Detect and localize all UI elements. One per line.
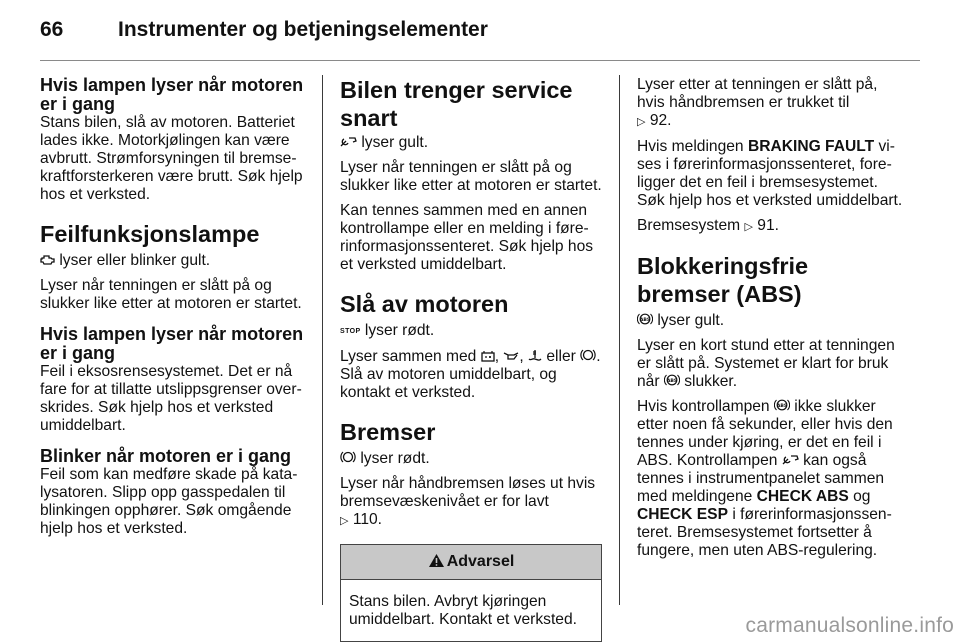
paragraph: Hvis kontrollampen ABS ikke slukker etter noen få sekunder, eller hvis den tennes under kjøring, er det en feil i ABS. Kontrollampen kan også tennes i instrumentpanelet sammen med meldingene CHECK ABS og CHECK ESP i førerinformasjonssenteret. Bremsesystemet fortsetter å fungere, men uten ABS-regulering. <box>637 398 893 559</box>
section-title-brakes: Bremser <box>340 419 436 445</box>
warning-box <box>340 544 602 642</box>
page-reference-link[interactable]: 92. <box>649 112 672 129</box>
message-text: BRAKING FAULT <box>747 138 875 155</box>
sub-heading: Blinker når motoren er i gang <box>40 446 292 466</box>
paragraph: Feil i eksosrensesystemet. Det er nå fare for at tillatte utslippsgrenser overskrides. Søk hjelp hos et verksted umiddelbart. <box>40 363 302 434</box>
paragraph: ABS lyser gult. <box>637 312 905 330</box>
paragraph: Lyser når tenningen er slått på og slukker like etter at motoren er startet. <box>340 159 602 194</box>
paragraph: lyser gult. <box>340 134 602 152</box>
section-title-stop-engine: Slå av motoren <box>340 291 509 317</box>
paragraph: lyser eller blinker gult. <box>40 252 305 270</box>
section-heading: Hvis lampen lyser når motoren er i gang <box>40 75 304 114</box>
page-reference-link[interactable]: 110. <box>352 511 383 528</box>
column-divider <box>322 75 323 605</box>
page-reference-arrow-icon: ▷ <box>637 115 646 128</box>
page-reference-link[interactable]: 91. <box>757 217 779 234</box>
paragraph: Kan tennes sammen med en annen kontrollampe eller en melding i førerinformasjonssenteret. Søk hjelp hos et verksted umiddelbart. <box>340 202 594 273</box>
paragraph: Stans bilen, slå av motoren. Batteriet lades ikke. Motorkjølingen kan være avbrutt. Strømforsyningen til bremsekraftforsterkeren være brutt. Søk hjelp hos et verksted. <box>40 114 303 203</box>
paragraph: Lyser når håndbremsen løses ut hvis bremsevæskenivået er for lavt ▷ 110. <box>340 475 596 528</box>
column-divider <box>619 75 620 605</box>
svg-text:ABS: ABS <box>666 378 678 384</box>
watermark: carmanualsonline.info <box>745 614 954 637</box>
sub-heading: Hvis lampen lyser når motoren er i gang <box>40 324 304 363</box>
brake-warning-icon <box>580 348 596 366</box>
brake-warning-icon <box>340 450 356 468</box>
service-wrench-icon <box>340 136 357 152</box>
paragraph: Bremsesystem ▷ 91. <box>637 217 779 234</box>
service-wrench-icon <box>782 454 799 470</box>
column-3 <box>637 76 905 560</box>
paragraph: Lyser når tenningen er slått på og slukker like etter at motoren er startet. <box>40 277 302 312</box>
stop-icon: STOP <box>340 328 361 335</box>
abs-icon <box>664 373 680 391</box>
battery-icon <box>481 350 495 366</box>
page-number: 66 <box>40 18 64 41</box>
paragraph: Lyser etter at tenningen er slått på, hvis håndbremsen er trukket til ▷ 92. <box>637 76 878 129</box>
abs-icon <box>774 398 790 416</box>
warning-header <box>341 545 601 580</box>
paragraph: Lyser sammen med , , eller . Slå av motoren umiddelbart, og kontakt et verksted. <box>340 348 601 401</box>
warning-text: Stans bilen. Avbryt kjøringen umiddelbart. Kontakt et verksted. <box>349 593 577 628</box>
paragraph: Feil som kan medføre skade på katalysatoren. Slipp opp gasspedalen til blinkingen opphører. Søk omgående hjelp hos et verksted. <box>40 466 298 537</box>
paragraph: Lyser en kort stund etter at tenningen er slått på. Systemet er klart for bruk når ABS slukker. <box>637 337 895 390</box>
page-header <box>0 0 960 62</box>
abs-icon <box>637 312 653 330</box>
oil-pressure-icon <box>503 350 519 366</box>
svg-text:ABS: ABS <box>776 403 788 409</box>
warning-triangle-icon <box>428 553 445 572</box>
column-1 <box>40 76 305 538</box>
message-text: CHECK ESP <box>637 506 728 523</box>
column-2 <box>340 76 602 642</box>
engine-warning-icon <box>40 254 55 270</box>
section-title-malfunction-lamp: Feilfunksjonslampe <box>40 221 260 247</box>
paragraph: lyser rødt. <box>340 450 602 468</box>
page-reference-arrow-icon: ▷ <box>744 220 753 233</box>
section-title-abs: Blokkeringsfrie bremser (ABS) <box>637 253 809 307</box>
paragraph: Hvis meldingen BRAKING FAULT vises i førerinformasjonssenteret, foreligger det en feil i bremsesystemet. Søk hjelp hos et verksted umiddelbart. <box>637 138 903 209</box>
paragraph: STOP lyser rødt. <box>340 322 435 339</box>
page-reference-arrow-icon: ▷ <box>340 514 349 527</box>
warning-label: Advarsel <box>446 553 515 570</box>
header-divider <box>40 60 920 61</box>
page-title: Instrumenter og betjeningselementer <box>118 18 488 41</box>
svg-text:ABS: ABS <box>639 317 651 323</box>
section-title-service: Bilen trenger service snart <box>340 77 573 131</box>
coolant-temperature-icon <box>528 349 542 366</box>
message-text: CHECK ABS <box>756 488 849 505</box>
